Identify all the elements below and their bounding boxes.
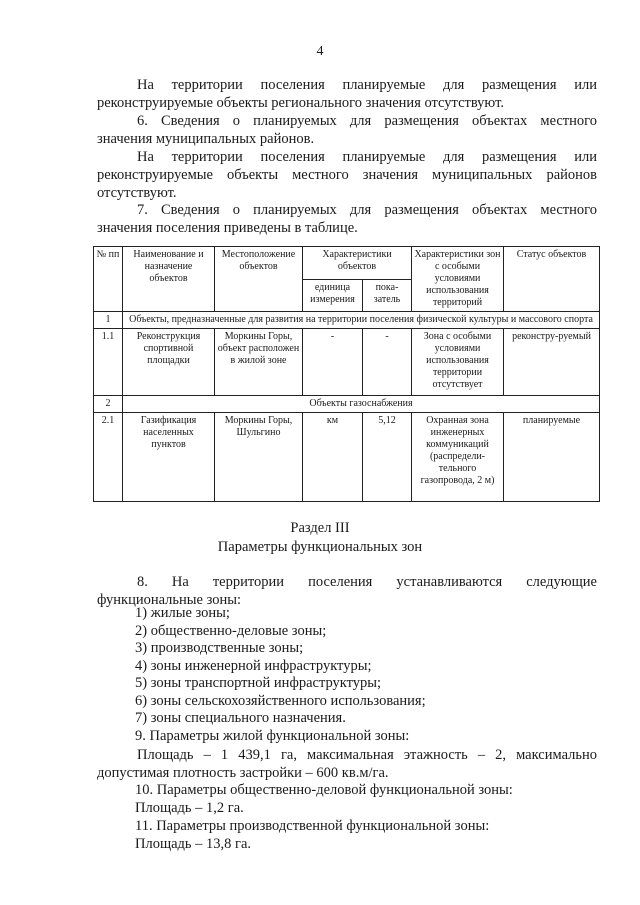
paragraph-10-area: Площадь – 1,2 га. (135, 800, 244, 816)
paragraph-regional (97, 76, 597, 112)
zones-list (135, 605, 426, 745)
table-row (94, 413, 600, 502)
table-cell: Реконструкция спортивной площадки (123, 329, 215, 396)
paragraph-8 (97, 573, 597, 609)
text-line: отсутствуют. (97, 185, 177, 201)
header-cell: Местоположение объектов (215, 247, 303, 312)
text-line: 8. На территории поселения устанавливаются следующие (137, 574, 597, 590)
header-cell: Наименование и назначение объектов (123, 247, 215, 312)
list-item: 4) зоны инженерной инфраструктуры; (135, 657, 372, 674)
table-cell: реконстру-руемый (504, 329, 600, 396)
section-title-cell: Объекты газоснабжения (123, 396, 600, 413)
objects-table (93, 246, 600, 502)
table-cell: км (303, 413, 363, 502)
table-cell: 5,12 (363, 413, 412, 502)
paragraph-6 (97, 112, 597, 148)
text-line: значения поселения приведены в таблице. (97, 220, 358, 236)
list-item: 1) жилые зоны; (135, 605, 230, 621)
table-cell: 1.1 (94, 329, 123, 396)
table-cell: 2.1 (94, 413, 123, 502)
text-line: реконструируемые объекты регионального значения отсутствуют. (97, 95, 504, 111)
section-title-cell: Объекты, предназначенные для развития на территории поселения физической культуры и массового спорта (123, 312, 600, 329)
paragraph-9-area (97, 746, 597, 782)
text-line: На территории поселения планируемые для размещения или (137, 149, 597, 165)
text-line: допустимая плотность застройки – 600 кв.м/га. (97, 765, 389, 781)
paragraph-11: 11. Параметры производственной функциональной зоны: (135, 818, 490, 834)
header-cell: пока-затель (363, 279, 412, 312)
text-line: Площадь – 1 439,1 га, максимальная этажность – 2, максимально (137, 747, 597, 763)
table-header-row (94, 247, 600, 280)
table-cell: - (303, 329, 363, 396)
text-line: 6. Сведения о планируемых для размещения объектах местного (137, 113, 597, 129)
list-item: 3) производственные зоны; (135, 640, 304, 656)
paragraph-11-area: Площадь – 13,8 га. (135, 836, 252, 852)
table-row (94, 329, 600, 396)
text-line: 7. Сведения о планируемых для размещения объектах местного (137, 202, 597, 218)
header-cell: Характеристики зон с особыми условиями использования территорий (412, 247, 504, 312)
table-section-row (94, 396, 600, 413)
table-cell: планируемые (504, 413, 600, 502)
section-title: Раздел III (290, 520, 350, 536)
header-cell: единица измерения (303, 279, 363, 312)
table-cell: 2 (94, 396, 123, 413)
text-line: реконструируемые объекты местного значения муниципальных районов (97, 167, 597, 183)
table-cell: Зона с особыми условиями использования территории отсутствует (412, 329, 504, 396)
header-cell: Характеристики объектов (303, 247, 412, 280)
list-item: 7) зоны специального назначения. (135, 710, 346, 726)
text-line: На территории поселения планируемые для размещения или (137, 77, 597, 93)
paragraph-10: 10. Параметры общественно-деловой функциональной зоны: (135, 782, 513, 798)
list-item: 2) общественно-деловые зоны; (135, 622, 327, 639)
list-item: 5) зоны транспортной инфраструктуры; (135, 675, 382, 691)
paragraph-7 (97, 201, 597, 237)
header-cell: № пп (94, 247, 123, 312)
table-cell: Охранная зона инженерных коммуникаций (распредели-тельного газопровода, 2 м) (412, 413, 504, 502)
table-cell: Моркины Горы, Шульгино (215, 413, 303, 502)
list-item: 9. Параметры жилой функциональной зоны: (135, 727, 410, 744)
paragraph-6-text (97, 148, 597, 202)
table-cell: Моркины Горы, объект расположен в жилой зоне (215, 329, 303, 396)
table-cell: 1 (94, 312, 123, 329)
text-line: значения муниципальных районов. (97, 131, 315, 147)
table-cell: - (363, 329, 412, 396)
header-cell: Статус объектов (504, 247, 600, 312)
table-section-row (94, 312, 600, 329)
section-subtitle: Параметры функциональных зон (217, 539, 423, 555)
text-line: функциональные зоны: (97, 592, 242, 608)
list-item: 6) зоны сельскохозяйственного использования; (135, 692, 426, 709)
page-number: 4 (316, 44, 324, 59)
table-cell: Газификация населенных пунктов (123, 413, 215, 502)
